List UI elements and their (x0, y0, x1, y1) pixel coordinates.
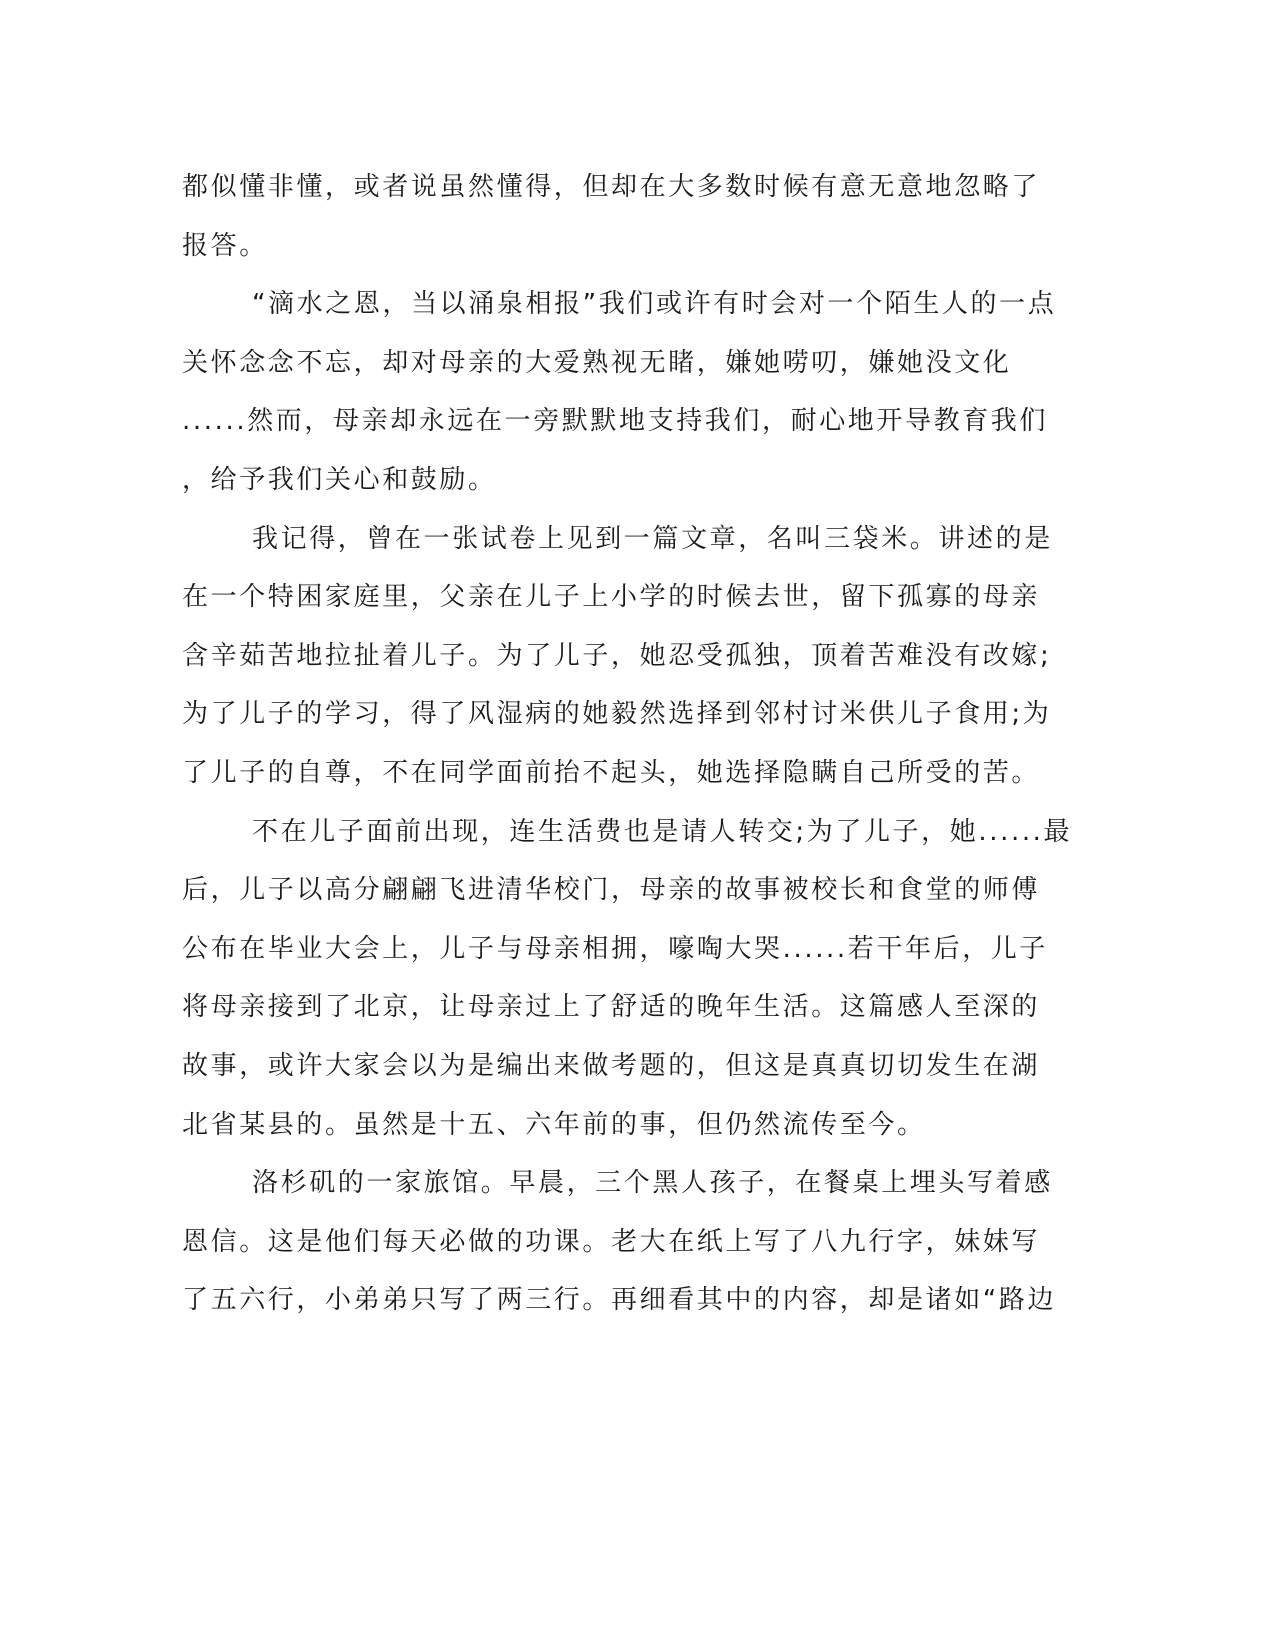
paragraph-start-line: “滴水之恩，当以涌泉相报”我们或许有时会对一个陌生人的一点 (252, 289, 1057, 320)
text-line: 含辛茹苦地拉扯着儿子。为了儿子，她忍受孤独，顶着苦难没有改嫁; (182, 640, 1052, 671)
paragraph-start-line: 不在儿子面前出现，连生活费也是请人转交;为了儿子，她......最 (252, 816, 1073, 847)
text-line: 报答。 (182, 230, 268, 261)
text-line: ......然而，母亲却永远在一旁默默地支持我们，耐心地开导教育我们 (182, 406, 1048, 437)
text-line: 将母亲接到了北京，让母亲过上了舒适的晚年生活。这篇感人至深的 (182, 992, 1041, 1023)
text-line: ，给予我们关心和鼓励。 (182, 464, 497, 495)
article-body (182, 158, 1073, 1330)
text-line: 关怀念念不忘，却对母亲的大爱熟视无睹，嫌她唠叨，嫌她没文化 (182, 347, 1012, 378)
text-line: 都似懂非懂，或者说虽然懂得，但却在大多数时候有意无意地忽略了 (182, 172, 1041, 202)
text-line: 恩信。这是他们每天必做的功课。老大在纸上写了八九行字，妹妹写 (182, 1226, 1041, 1257)
text-line: 故事，或许大家会以为是编出来做考题的，但这是真真切切发生在湖 (182, 1050, 1041, 1081)
text-line: 在一个特困家庭里，父亲在儿子上小学的时候去世，留下孤寡的母亲 (182, 582, 1041, 613)
paragraph-start-line: 洛杉矶的一家旅馆。早晨，三个黑人孩子，在餐桌上埋头写着感 (252, 1168, 1053, 1199)
text-line: 公布在毕业大会上，儿子与母亲相拥，嚎啕大哭......若干年后，儿子 (182, 933, 1048, 964)
text-line: 北省某县的。虽然是十五、六年前的事，但仍然流传至今。 (182, 1109, 926, 1140)
paragraph-start-line: 我记得，曾在一张试卷上见到一篇文章，名叫三袋米。讲述的是 (252, 523, 1053, 554)
text-line: 为了儿子的学习，得了风湿病的她毅然选择到邻村讨米供儿子食用;为 (182, 699, 1052, 730)
text-line: 后，儿子以高分翩翩飞进清华校门，母亲的故事被校长和食堂的师傅 (182, 875, 1041, 906)
text-line: 了儿子的自尊，不在同学面前抬不起头，她选择隐瞒自己所受的苦。 (182, 757, 1041, 788)
text-line: 了五六行，小弟弟只写了两三行。再细看其中的内容，却是诸如“路边 (182, 1285, 1057, 1316)
